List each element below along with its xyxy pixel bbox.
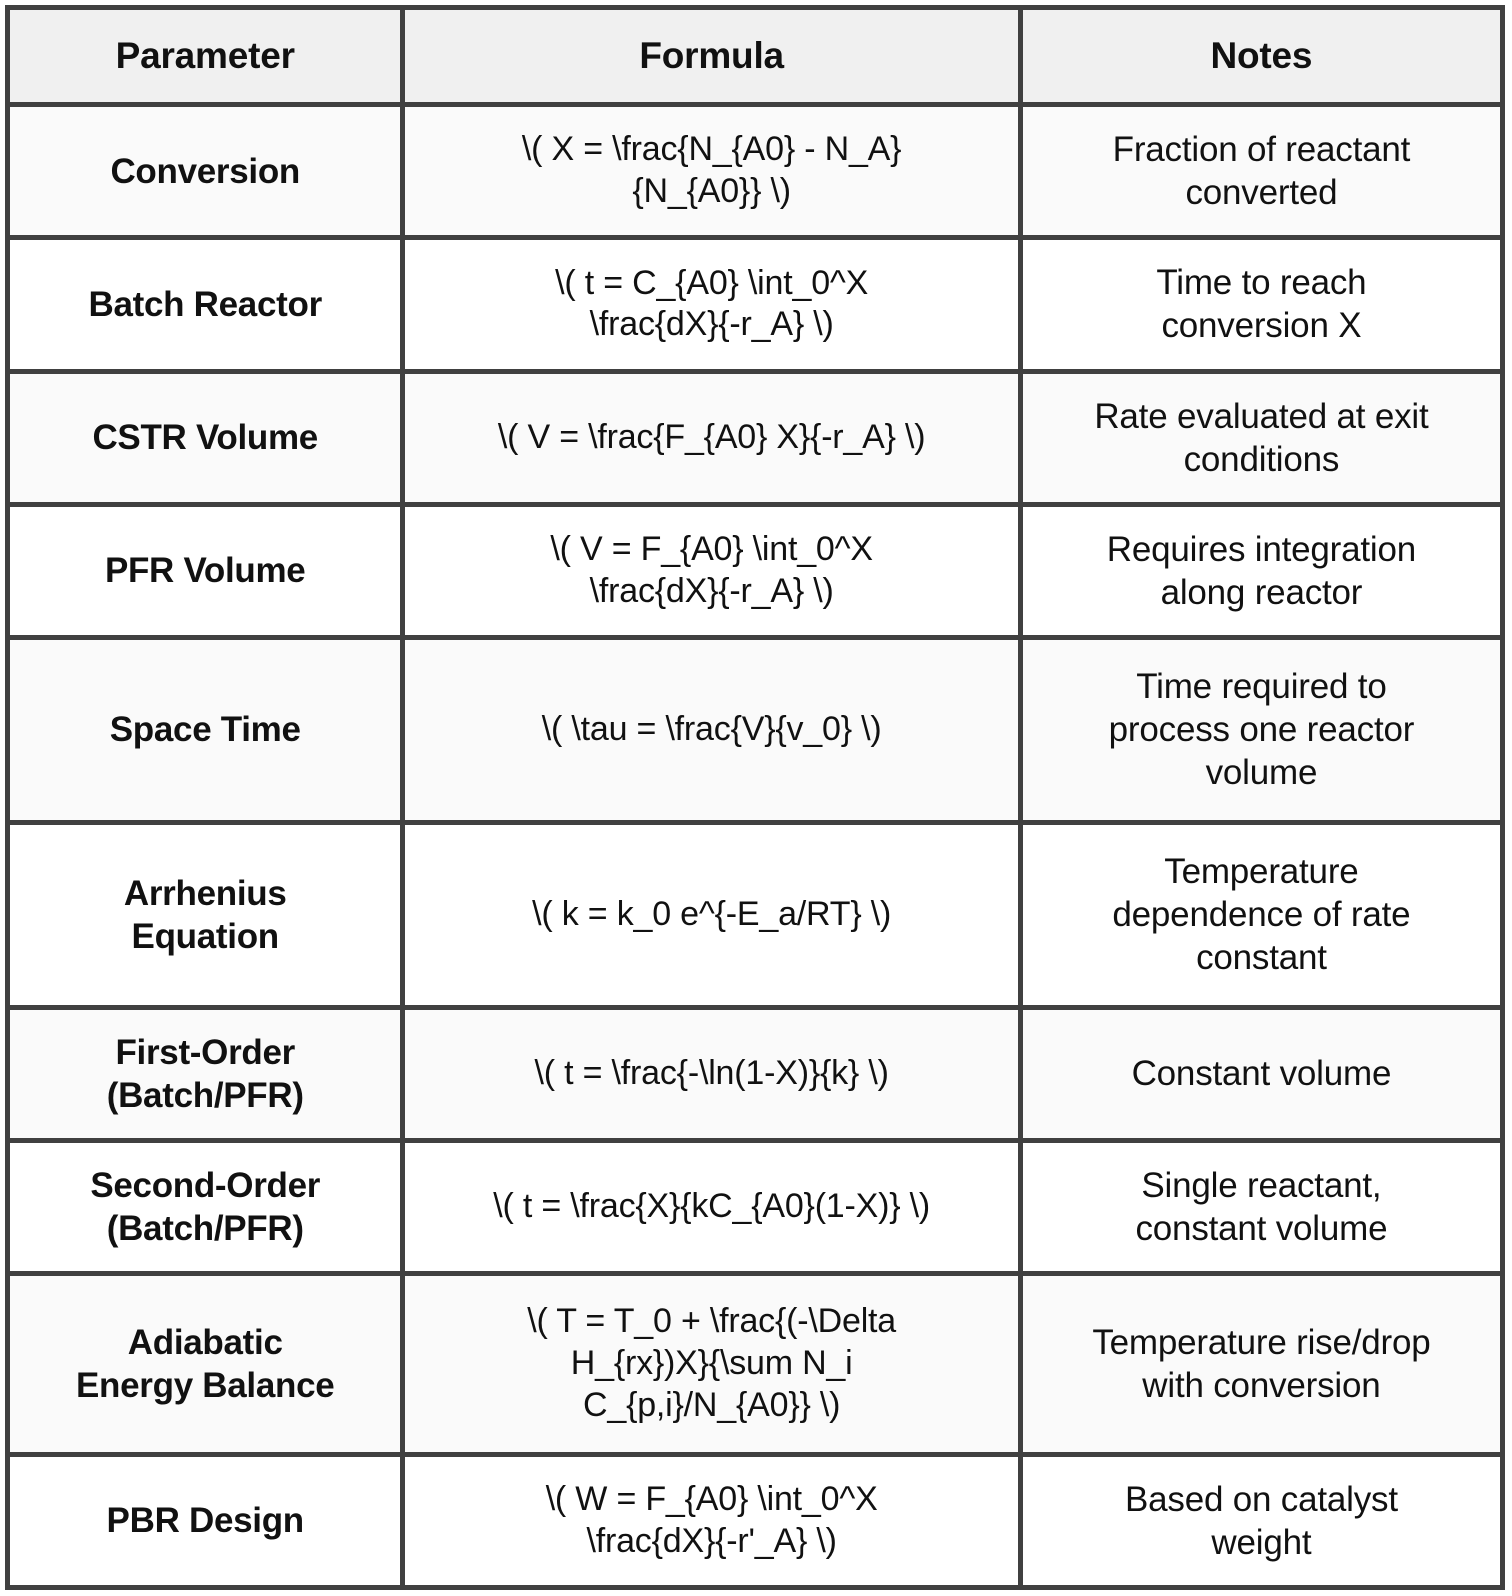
cell-parameter-line: CSTR Volume (92, 418, 318, 458)
column-header-notes: Notes (1020, 8, 1502, 105)
cell-notes-line: dependence of rate (1112, 895, 1411, 935)
cell-parameter-line: PBR Design (106, 1501, 304, 1541)
cell-notes-line: converted (1185, 173, 1338, 213)
cell-notes-line: constant volume (1135, 1209, 1388, 1249)
cell-formula (403, 1274, 1020, 1454)
cell-notes-line: Based on catalyst (1124, 1479, 1398, 1519)
cell-parameter (8, 1274, 403, 1454)
cell-notes-line: conditions (1183, 439, 1340, 479)
table-header (8, 8, 1503, 105)
cell-notes-line: Single reactant, (1141, 1166, 1382, 1206)
column-header-formula: Formula (403, 8, 1020, 105)
cell-parameter (8, 1454, 403, 1587)
cell-parameter-line: (Batch/PFR) (106, 1075, 304, 1115)
cell-parameter-line: Batch Reactor (88, 284, 322, 324)
cell-formula (403, 105, 1020, 238)
cell-parameter (8, 822, 403, 1007)
cell-formula-line: C_{p,i}/N_{A0}} \) (583, 1385, 841, 1424)
cell-notes-line: weight (1211, 1522, 1312, 1562)
cell-notes-line: Time required to (1136, 667, 1387, 707)
cell-parameter (8, 105, 403, 238)
cell-notes (1020, 238, 1502, 371)
cell-formula-line: H_{rx})X}{\sum N_i (570, 1344, 853, 1383)
cell-formula (403, 1007, 1020, 1140)
cell-notes-line: Rate evaluated at exit (1094, 396, 1429, 436)
cell-notes-line: Temperature rise/drop (1092, 1322, 1431, 1362)
table-row (8, 1274, 1503, 1454)
cell-parameter-line: PFR Volume (104, 551, 306, 591)
cell-notes-line: conversion X (1161, 306, 1362, 346)
cell-formula (403, 1454, 1020, 1587)
cell-formula-line: \( T = T_0 + \frac{(-\Delta (527, 1302, 897, 1341)
cell-parameter (8, 1007, 403, 1140)
cell-formula-line: \( X = \frac{N_{A0} - N_A} (521, 130, 902, 169)
table-row (8, 1454, 1503, 1587)
cell-notes-line: Requires integration (1106, 529, 1417, 569)
table-row (8, 1007, 1503, 1140)
reaction-engineering-formula-table (5, 5, 1505, 1590)
cell-parameter-line: Energy Balance (76, 1365, 335, 1405)
cell-formula-line: \( k = k_0 e^{-E_a/RT} \) (532, 894, 892, 933)
cell-notes-line: volume (1205, 753, 1318, 793)
cell-notes-line: Fraction of reactant (1112, 130, 1411, 170)
table-body (8, 105, 1503, 1588)
cell-formula (403, 1141, 1020, 1274)
cell-formula-line: \( t = \frac{-\ln(1-X)}{k} \) (534, 1053, 889, 1092)
cell-notes-line: with conversion (1142, 1365, 1381, 1405)
cell-parameter (8, 638, 403, 823)
cell-formula-line: \( t = C_{A0} \int_0^X (555, 263, 869, 302)
cell-parameter-line: Equation (131, 916, 279, 956)
cell-parameter-line: Second-Order (90, 1166, 321, 1206)
cell-formula (403, 238, 1020, 371)
cell-formula-line: \( \tau = \frac{V}{v_0} \) (541, 710, 882, 749)
cell-formula-line: \frac{dX}{-r_A} \) (589, 571, 834, 610)
cell-formula-line: \( W = F_{A0} \int_0^X (545, 1480, 878, 1519)
cell-parameter-line: Space Time (109, 710, 301, 750)
column-header-parameter: Parameter (8, 8, 403, 105)
cell-notes-line: Constant volume (1131, 1054, 1392, 1094)
cell-notes (1020, 504, 1502, 637)
cell-notes (1020, 1454, 1502, 1587)
cell-formula (403, 504, 1020, 637)
cell-parameter (8, 1141, 403, 1274)
table-row (8, 238, 1503, 371)
cell-notes-line: process one reactor (1108, 710, 1415, 750)
cell-parameter-line: Arrhenius (123, 873, 287, 913)
cell-parameter (8, 238, 403, 371)
cell-notes (1020, 371, 1502, 504)
table-row (8, 1141, 1503, 1274)
header-row (8, 8, 1503, 105)
cell-notes (1020, 1141, 1502, 1274)
cell-formula (403, 371, 1020, 504)
cell-parameter (8, 504, 403, 637)
cell-parameter-line: First-Order (115, 1032, 295, 1072)
cell-parameter-line: (Batch/PFR) (106, 1209, 304, 1249)
cell-formula-line: \frac{dX}{-r'_A} \) (586, 1521, 837, 1560)
cell-parameter (8, 371, 403, 504)
cell-notes-line: constant (1196, 938, 1327, 978)
cell-notes-line: Temperature (1164, 852, 1359, 892)
cell-notes (1020, 1007, 1502, 1140)
table-row (8, 371, 1503, 504)
cell-formula-line: \( V = F_{A0} \int_0^X (550, 530, 873, 569)
cell-formula (403, 822, 1020, 1007)
cell-formula (403, 638, 1020, 823)
cell-notes-line: along reactor (1160, 572, 1363, 612)
cell-notes-line: Time to reach (1156, 263, 1367, 303)
cell-parameter-line: Conversion (110, 151, 300, 191)
cell-formula-line: \frac{dX}{-r_A} \) (589, 305, 834, 344)
cell-notes (1020, 822, 1502, 1007)
cell-notes (1020, 105, 1502, 238)
table-row (8, 822, 1503, 1007)
cell-notes (1020, 638, 1502, 823)
table-row (8, 504, 1503, 637)
table-row (8, 105, 1503, 238)
table-row (8, 638, 1503, 823)
cell-formula-line: {N_{A0}} \) (632, 172, 791, 211)
cell-parameter-line: Adiabatic (127, 1322, 283, 1362)
cell-formula-line: \( t = \frac{X}{kC_{A0}(1-X)} \) (493, 1187, 931, 1226)
cell-notes (1020, 1274, 1502, 1454)
cell-formula-line: \( V = \frac{F_{A0} X}{-r_A} \) (497, 417, 926, 456)
